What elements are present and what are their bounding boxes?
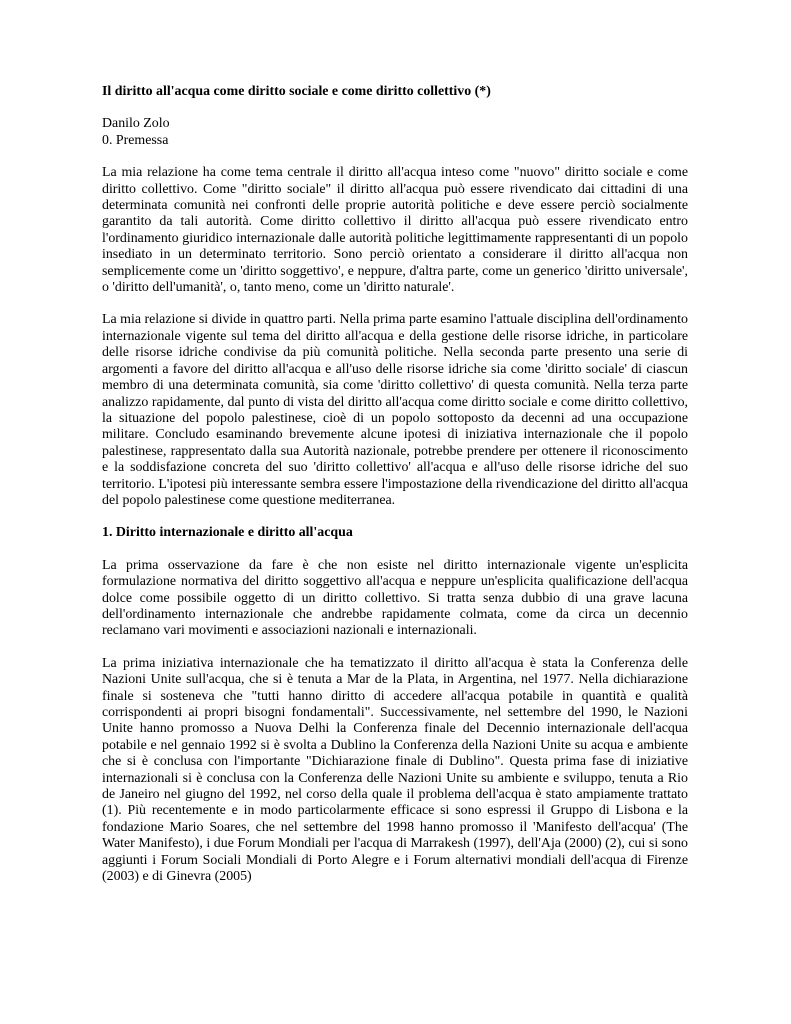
- paragraph-section1-2: La prima iniziativa internazionale che ha tematizzato il diritto all'acqua è stata la Conferenza delle Nazioni Unite sull'acqua, che si è tenuta a Mar de la Plata, in Argentina, nel 1977. Nella dichiarazione finale si sosteneva che "tutti hanno diritto di accedere all'acqua potabile in quantità e qualità corrispondenti ai propri bisogni fondamentali". Successivamente, nel settembre del 1990, le Nazioni Unite hanno promosso a Nuova Delhi la Conferenza finale del Decennio internazionale dell'acqua potabile e nel gennaio 1992 si è svolta a Dublino la Conferenza della Nazioni Unite su acqua e ambiente che si è conclusa con l'importante "Dichiarazione finale di Dublino". Questa prima fase di iniziative internazionali si è conclusa con la Conferenza delle Nazioni Unite su ambiente e sviluppo, tenuta a Rio de Janeiro nel giugno del 1992, nel corso della quale il problema dell'acqua è stato ampiamente trattato (1). Più recentemente e in modo particolarmente efficace si sono espressi il Gruppo di Lisbona e la fondazione Mario Soares, che nel settembre del 1998 hanno promosso il 'Manifesto dell'acqua' (The Water Manifesto), i due Forum Mondiali per l'acqua di Marrakesh (1997), dell'Aja (2000) (2), cui si sono aggiunti i Forum Sociali Mondiali di Porto Alegre e i Forum alternativi mondiali dell'acqua di Firenze (2003) e di Ginevra (2005): [102, 655, 688, 885]
- paragraph-section1-1: La prima osservazione da fare è che non esiste nel diritto internazionale vigente un'esplicita formulazione normativa del diritto soggettivo all'acqua e neppure un'esplicita qualificazione dell'acqua dolce come possibile oggetto di un diritto collettivo. Si tratta senza dubbio di una grave lacuna dell'ordinamento internazionale che andrebbe rapidamente colmata, come da circa un decennio reclamano vari movimenti e associazioni nazionali e internazionali.: [102, 557, 688, 639]
- section-0-heading: 0. Premessa: [102, 132, 169, 148]
- document-title: Il diritto all'acqua come diritto sociale e come diritto collettivo (*): [102, 84, 491, 99]
- paragraph-intro-2: La mia relazione si divide in quattro parti. Nella prima parte esamino l'attuale disciplina dell'ordinamento internazionale vigente sul tema del diritto all'acqua e della gestione delle risorse idriche, in particolare delle risorse idriche condivise da più comunità politiche. Nella seconda parte presento una serie di argomenti a favore del diritto all'acqua e all'uso delle risorse idriche sia come 'diritto sociale' di ciascun membro di una determinata comunità, sia come 'diritto collettivo' di questa comunità. Nella terza parte analizzo rapidamente, dal punto di vista del diritto all'acqua come diritto sociale e come diritto collettivo, la situazione del popolo palestinese, cioè di un popolo sottoposto da decenni ad una occupazione militare. Concludo esaminando brevemente alcune ipotesi di iniziativa internazionale che il popolo palestinese, rappresentato dalla sua Autorità nazionale, potrebbe prendere per ottenere il riconoscimento e la soddisfazione concreta del suo 'diritto collettivo' all'acqua e all'uso delle risorse idriche del suo territorio. L'ipotesi più interessante sembra essere l'impostazione della rivendicazione del diritto all'acqua del popolo palestinese come questione mediterranea.: [102, 312, 688, 508]
- paragraph-intro-1: La mia relazione ha come tema centrale il diritto all'acqua inteso come "nuovo" diritto sociale e come diritto collettivo. Come "diritto sociale" il diritto all'acqua può essere rivendicato dai cittadini di una determinata comunità nei confronti delle proprie autorità politiche e deve essere perciò socialmente garantito da tali autorità. Come diritto collettivo il diritto all'acqua può essere rivendicato entro l'ordinamento giuridico internazionale dalle autorità politiche legittimamente rappresentanti di un popolo insediato in un determinato territorio. Sono perciò orientato a considerare il diritto all'acqua non semplicemente come un 'diritto soggettivo', e neppure, d'altra parte, come un generico 'diritto universale', o 'diritto dell'umanità', o, tanto meno, come un 'diritto naturale'.: [102, 165, 688, 296]
- author-name: Danilo Zolo: [102, 116, 170, 132]
- document-page: [102, 84, 688, 901]
- section-1-heading: 1. Diritto internazionale e diritto all'acqua: [102, 525, 353, 541]
